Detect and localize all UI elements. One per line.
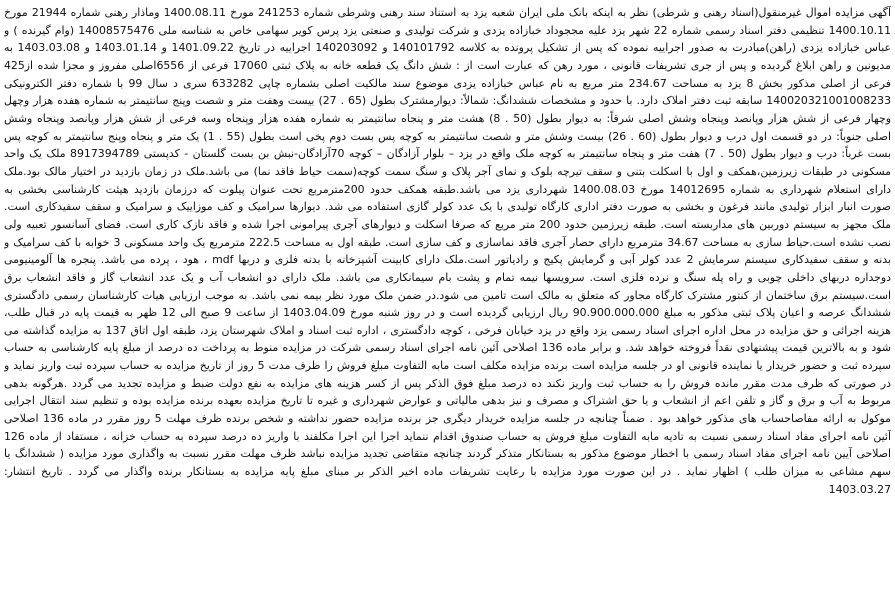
auction-notice-text: آگهی مزایده اموال غیرمنقول(اسناد رهنی و شرطی) نظر به اینکه بانک ملی ایران شعبه یزد به استناد سند رهنی وشرطی شماره 241253 مورخ 1400.08.11 وماذار رهنی شماره 21944 مورخ 1400.10.11 تنظیمی دفتر اسناد رسمی شماره 22 شهر یزد علیه مججوداد خبازاده یزدی و شرکت تولیدی و صنعتی یزد پرس کویر سهامی خاص به شناسه ملی 14008575476 (وام گیرنده ) و عباس خبازاده یزدی (راهن)مبادرت به صدور اجراییه نموده که پس از تشکیل پرونده به کلاسه 140101792 و 140203092 اجراییه در تاریخ 1401.09.22 و 1403.01.14 و 1403.03.08 به مدیونین و راهن ابلاغ گردیده و پس از جری تشریفات قانونی ، مورد رهن که عبارت است از : شش دانگ یک قطعه خانه به پلاک ثبتی 17060 فرعی از 6556اصلی مفروز و مجزا شده از425 فرعی از اصلی مذکور بخش 8 یزد به مساحت 234.67 متر مربع به نام عباس خبازاده یزدی موضوع سند مالکیت اصلی بشماره چاپی 633282 سری د سال 99 با شماره دفتر الکترونیکی 140020321001008233 سابقه ثبت دفتر املاک دارد. با حدود و مشخصات ششدانگ: شمالاً: دیوارمشترک بطول (65 . 27) بیست وهفت متر و شصت وپنج سانتیمتر به شماره هفده هزار وچهل وچهار فرعی از شش هزار وپانصد وپنجاه وشش اصلی شرقاً: به دیوار بطول (50 . 8) هشت متر و پنجاه سانتیمتر به شماره هفده هزار وپنجاه وسه فرعی از شش هزار وپانصد وپنجاه وشش اصلی جنوباً: در دو قسمت اول درب و دیوار بطول (60 . 26) بیست وشش متر و شصت سانتیمتر به کوچه پس بست دوم پخی است بطول (55 . 1) یک متر و پنجاه وپنج سانتیمتر به کوچه پس بست غرباً: درب و دیوار بطول (50 . 7) هفت متر و پنجاه سانتیمتر به کوچه ملک واقع در یزد – بلوار آزادگان – کوچه 70آزادگان-نبش بن بست گلستان - کدپستی 8917394789 ملک یک واحد مسکونی در طبقات زیرزمین،همکف و اول با اسکلت بتنی و سقف تیرچه بلوک و نمای آجر پلاک و سنگ سمت کوچه(سمت حیاط فاقد نما) می باشد.ملک در زمان بازدید در اختیار مالک بود.ملک دارای استعلام شهرداری به شماره 14012695 مورخ 1400.08.03 شهرداری یزد می باشد.طبقه همکف حدود 200مترمربع تحت عنوان پیلوت که درزمان بازدید هیئت کارشناسی بخشی به صورت انبار ابزار تولیدی مانند فرغون و بخشی به صورت دفتر اداری کارگاه تولیدی با یک عدد کولر گازی استفاده می شد. دیوارها سرامیک و کف موزاییک و سرامیک و سقف سفیدکاری است. ملک مجهز به سیستم دوربین های مداربسته است. طبقه زیرزمین حدود 200 متر مربع که صرفا اسکلت و دیوارهای آجری پیرامونی اجرا شده و فاقد نازک کاری است. فضای آسانسور تعبیه ولی نصب نشده است.حیاط سازی به مساحت 34.67 مترمربع دارای حصار آجری فاقد نماسازی و کف سازی است. طبقه اول به مساحت 222.5 مترمربع یک واحد مسکونی 3 خوابه با کف سرامیک و بدنه و سقف سفیدکاری سیستم سرمایش 2 عدد کولر آبی و گرمایش پکیج و رادیاتور است.ملک دارای کابینت آشپزخانه با بدنه فلزی و دربها mdf ، هود ، پرده می باشد. پنجره ها آلومینیومی دوجداره دربهای داخلی چوبی و راه پله سنگ و نرده فلزی است. سرویسها نیمه تمام و پشت بام سیمانکاری می باشد. ملک دارای دو انشعاب آب و یک عدد انشعاب گاز و فاقد انشعاب برق است.سیستم برق ساختمان از کنتور مشترک کارگاه مجاور که متعلق به مالک است تامین می شود.در ضمن ملک مورد نظر بیمه نمی باشد. به موجب ارزیابی هیات کارشناسان رسمی دادگستری ششدانگ عرصه و اعیان پلاک ثبتی مذکور به مبلغ 90.900.000.000 ریال ارزیابی گردیده است و در روز شنبه مورخ 1403.04.09 از ساعت 9 صبح الی 12 ظهر به قیمت پایه در قبال طلب، هزینه اجرائی و حق مزایده در محل اداره اجرای اسناد رسمی یزد واقع در یزد خیابان فرخی ، کوچه دادگستری ، اداره ثبت اسناد و املاک شهرستان یزد، طبقه اول اتاق 137 به مزایده گذاشته می شود و به بالاترین قیمت پیشنهادی نقداً فروخته خواهد شد. و برابر ماده 136 اصلاحی آئین نامه اجرای اسناد رسمی شرکت در مزایده منوط به پرداخت ده درصد از مبلغ پایه کارشناسی به حساب سپرده ثبت و حضور خریدار یا نماینده قانونی او در جلسه مزایده است برنده مزایده مکلف است مابه التفاوت مبلغ فروش را ظرف مدت 5 روز از تاریخ مزایده به حساب سپرده ثبت واریز نماید و در صورتی که ظرف مدت مقرر مانده فروش را به حساب ثبت واریز نکند ده درصد مبلغ فوق الذکر پس از کسر هزینه های مزایده به نفع دولت ضبط و مزایده تجدید می گردد .هرگونه بدهی مربوط به آب و برق و گاز و تلفن اعم از انشعاب و یا حق اشتراک و مصرف و نیز بدهی مالیاتی و عوارض شهرداری و غیره تا تاریخ مزایده بعهده برنده مزایده بوده و تنظیم سند انتقال اجرایی موکول به ارائه مفاصاحساب های مذکور خواهد بود . ضمناً چنانچه در جلسه مزایده خریدار دیگری جز برنده مزایده حضور نداشته و شخص برنده ظرف مهلت 5 روز مقرر در ماده 136 اصلاحی آئین نامه اجرای مفاد اسناد رسمی نسبت به تادیه مابه التفاوت مبلغ فروش به حساب صندوق اقدام ننماید اجرا این اجرا مکلفند با واریز ده درصد سپرده به حساب خزانه ، مستفاد از ماده 126 اصلاحی آیین نامه اجرای مفاد اسناد رسمی با اخطار موضوع مذکور به بستانکار متذکر گردند چنانچه متقاضی تجدید مزایده نباشد ظرف مهلت مقرر نسبت به واگذاری مورد مزایده ( ششدانگ یا سهم مشاعی به میزان طلب ) اظهار نماید . در این صورت مورد مزایده با رعایت تشریفات ماده اخیر الذکر بر مبنای مبلغ پایه مزایده به بستانکار برنده واگذار می گردد . تاریخ انتشار: 1403.03.27 [4, 6, 891, 496]
